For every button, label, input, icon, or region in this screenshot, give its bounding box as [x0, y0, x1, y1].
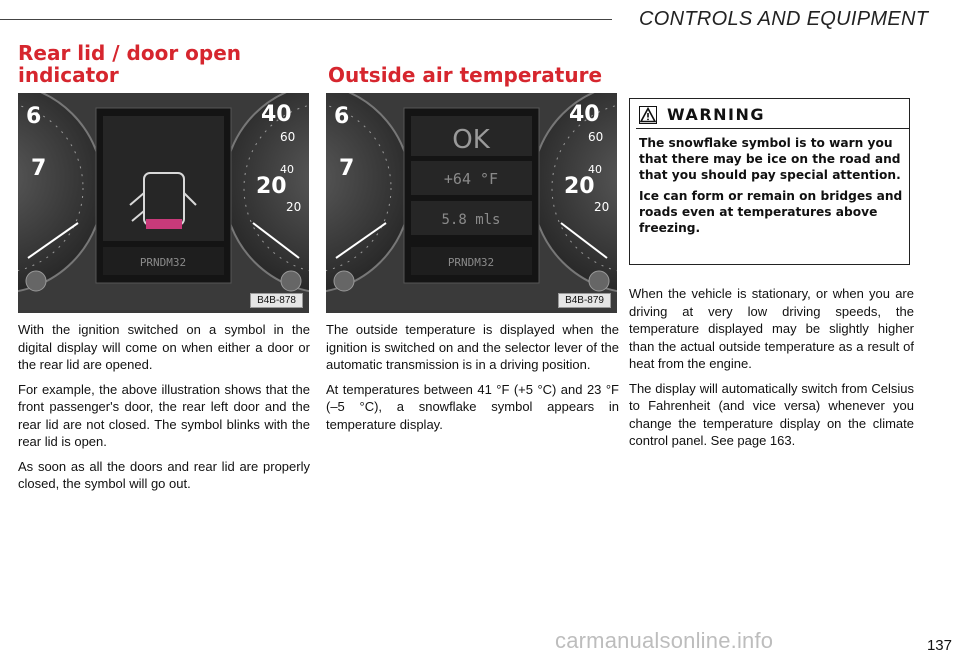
warning-header [630, 99, 909, 128]
door-open-figure [18, 93, 309, 313]
paragraph: The outside temperature is displayed when the ignition is switched on and the selector lever of the automatic transmission is in a driving position. [326, 322, 619, 372]
outside-temp-heading: Outside air temperature [328, 63, 603, 87]
figure-code: B4B-878 [250, 293, 303, 308]
gauge-label-40: 40 [261, 102, 292, 127]
warning-box [629, 98, 910, 265]
cluster-illustration-door [18, 93, 309, 313]
figure-code: B4B-879 [558, 293, 611, 308]
paragraph: With the ignition switched on a symbol in the digital display will come on when either a door or the rear lid are opened. [18, 322, 310, 372]
display-odometer-text: 5.8 mls [441, 212, 501, 228]
rear-lid-body [18, 321, 310, 500]
gauge-label-40: 40 [569, 102, 600, 127]
display-ok-text: OK [452, 125, 490, 155]
gear-display-text: PRNDM32 [139, 256, 187, 269]
header-rule [0, 19, 612, 20]
watermark: carmanualsonline.info [555, 628, 774, 653]
gauge-label-20-small: 20 [594, 200, 610, 214]
gauge-label-20: 20 [564, 174, 595, 199]
outside-temp-body [326, 321, 619, 440]
warning-paragraph: Ice can form or remain on bridges and roads even at temperatures above freezing. [639, 189, 903, 235]
gauge-label-7: 7 [31, 156, 47, 181]
paragraph: When the vehicle is stationary, or when you are driving at very low driving speeds, the temperature displayed may be slightly higher than the actual outside temperature as a result of heat from the engine. [629, 286, 914, 371]
paragraph: The display will automatically switch from Celsius to Fahrenheit (and vice versa) whenever you change the temperature display on the climate control panel. See page 163. [629, 380, 914, 448]
gauge-label-6: 6 [334, 104, 350, 129]
gauge-label-60: 60 [588, 130, 604, 144]
section-title: CONTROLS AND EQUIPMENT [639, 8, 929, 30]
rear-lid-heading: Rear lid / door open indicator [18, 41, 242, 87]
gauge-label-20-small: 20 [286, 200, 302, 214]
warning-body [636, 128, 909, 236]
display-temperature-text: +64 °F [443, 170, 499, 188]
gauge-label-40-small: 40 [588, 163, 602, 176]
warning-title: WARNING [667, 105, 765, 124]
warning-triangle-icon [639, 106, 657, 124]
gauge-label-60: 60 [280, 130, 296, 144]
page-number: 137 [926, 637, 952, 654]
paragraph: As soon as all the doors and rear lid are properly closed, the symbol will go out. [18, 458, 310, 491]
temperature-notes-body [629, 285, 914, 457]
warning-paragraph: The snowflake symbol is to warn you that there may be ice on the road and that you should pay special attention. [639, 136, 901, 182]
gauge-label-6: 6 [26, 104, 42, 129]
paragraph: At temperatures between 41 °F (+5 °C) and 23 °F (–5 °C), a snowflake symbol appears in temperature display. [326, 381, 619, 432]
gauge-label-20: 20 [256, 174, 287, 199]
cluster-illustration-temp [326, 93, 617, 313]
outside-temp-figure [326, 93, 617, 313]
gauge-label-7: 7 [339, 156, 355, 181]
paragraph: For example, the above illustration shows that the front passenger's door, the rear left door and the rear lid are not closed. The symbol blinks with the rear lid is open. [18, 381, 310, 449]
gauge-label-40-small: 40 [280, 163, 294, 176]
gear-display-text: PRNDM32 [447, 256, 495, 269]
